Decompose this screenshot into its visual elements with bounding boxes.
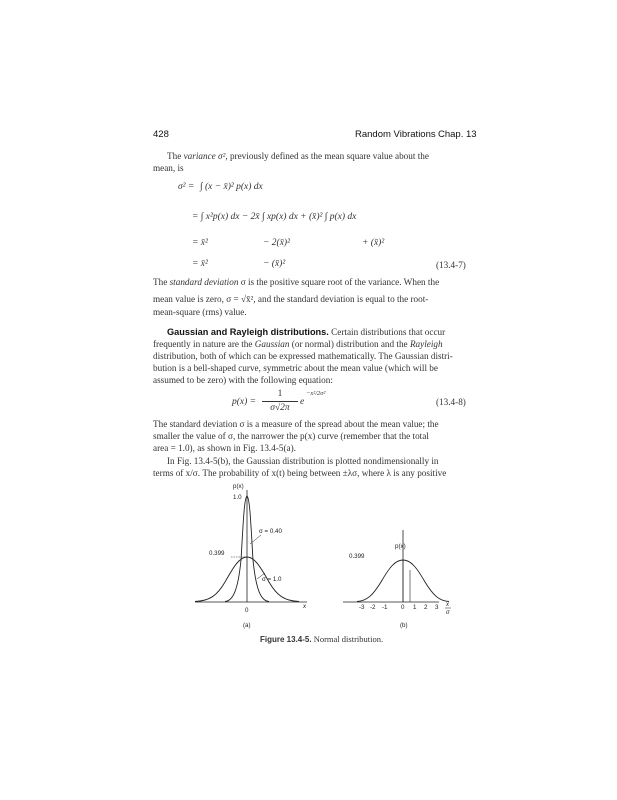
gaussian-term: Gaussian — [254, 339, 290, 349]
intro-text: The — [167, 151, 182, 161]
figure-a-y-label: p(x) — [233, 483, 244, 490]
figure-caption-label: Figure 13.4-5. — [260, 635, 312, 644]
std-dev-line3: mean-square (rms) value. — [153, 307, 247, 317]
std-dev-text-rest: σ is the positive square root of the variance. When the — [240, 277, 440, 287]
section-heading: Gaussian and Rayleigh distributions. — [167, 327, 329, 337]
variance-expansion-1: = ∫ x²p(x) dx − 2x̄ ∫ xp(x) dx + (x̄)² ∫ p(x) dx — [192, 212, 357, 222]
section-line2 — [153, 338, 483, 350]
figure-b-tick-0: 0 — [401, 604, 405, 611]
after-eq-line1: The standard deviation σ is a measure of the spread about the mean value; the — [153, 419, 439, 429]
intro-paragraph — [153, 150, 483, 162]
after-eq-line2: smaller the value of σ, the narrower the p(x) curve (remember that the total — [153, 431, 429, 441]
std-dev-text: The — [153, 277, 168, 287]
std-dev-term: standard deviation — [169, 277, 239, 287]
after-eq-line4: In Fig. 13.4-5(b), the Gaussian distribution is plotted nondimensionally in — [167, 456, 439, 466]
figure-b — [343, 478, 455, 630]
gaussian-exponent: −x²/2σ² — [306, 390, 326, 397]
figure-b-tick-m3: -3 — [359, 604, 365, 611]
figure-b-level-label: 0.399 — [349, 553, 365, 560]
variance-rhs: ∫ (x − x̄)² p(x) dx — [200, 182, 263, 192]
equation-number-13-4-7: (13.4-7) — [436, 260, 466, 270]
after-eq-line5: terms of x/σ. The probability of x(t) being between ±λσ, where λ is any positive — [153, 468, 447, 478]
figure-b-tick-1: 1 — [413, 604, 417, 611]
section-line3: distribution, both of which can be expressed mathematically. The Gaussian distri- — [153, 351, 453, 361]
std-dev-line1 — [153, 276, 483, 288]
section-line5: assumed to be zero) with the following equation: — [153, 375, 333, 385]
variance-expansion-2c: + (x̄)² — [362, 238, 385, 248]
figure-a-peak-label: 1.0 — [233, 494, 242, 501]
variance-term: variance — [183, 151, 216, 161]
gaussian-lhs: p(x) = — [232, 397, 257, 407]
figure-a — [195, 478, 325, 630]
gaussian-fraction-numerator: 1 — [277, 389, 283, 399]
figure-b-x-num: x — [446, 602, 449, 608]
figure-a-sigma-large: σ = 1.0 — [262, 576, 282, 583]
running-title: Random Vibrations — [355, 129, 436, 140]
section-line4: bution is a bell-shaped curve, symmetric about the mean value (which will be — [153, 363, 438, 373]
figure-b-tick-m1: -1 — [382, 604, 388, 611]
figure-b-tick-2: 2 — [424, 604, 428, 611]
figure-a-sigma-small: σ = 0.40 — [259, 528, 282, 535]
variance-expansion-2a: = x̄² — [192, 238, 208, 248]
rayleigh-term: Rayleigh — [409, 339, 443, 349]
chapter-label: Chap. 13 — [438, 129, 477, 140]
section-line1 — [153, 326, 493, 338]
figure-a-x-label: x — [303, 603, 307, 610]
intro-text-rest: previously defined as the mean square value about the — [229, 151, 429, 161]
variance-lhs: σ² = — [178, 182, 195, 192]
figure-b-panel-label: (b) — [400, 622, 408, 629]
std-dev-line2: mean value is zero, σ = √x̄², and the standard deviation is equal to the root- — [153, 294, 429, 304]
section-text: Certain distributions that occur — [331, 327, 446, 337]
figure-b-tick-m2: -2 — [370, 604, 376, 611]
intro-line2: mean, is — [153, 163, 184, 173]
figure-a-origin: 0 — [245, 607, 249, 614]
variance-expansion-3a: = x̄² — [192, 259, 208, 269]
after-eq-line3: area = 1.0), as shown in Fig. 13.4-5(a). — [153, 443, 296, 453]
gaussian-fraction-denominator: σ√2π — [270, 403, 290, 413]
figure-a-level-label: 0.399 — [209, 550, 225, 557]
figure-b-y-label: p(x) — [395, 543, 406, 550]
page-number: 428 — [153, 129, 169, 140]
figure-a-panel-label: (a) — [243, 622, 251, 629]
equation-number-13-4-8: (13.4-8) — [436, 397, 466, 407]
section-text-2b: (or normal) distribution and the — [291, 339, 408, 349]
figure-caption-text: Normal distribution. — [313, 634, 384, 644]
figure-caption — [260, 634, 383, 644]
section-text-2a: frequently in nature are the — [153, 339, 253, 349]
fraction-bar — [262, 401, 298, 402]
variance-expansion-3b: − (x̄)² — [263, 259, 286, 269]
gaussian-exp-base: e — [300, 397, 305, 407]
variance-symbol: σ², — [218, 151, 228, 161]
figure-b-tick-3: 3 — [435, 604, 439, 611]
figure-b-x-den: σ — [446, 610, 450, 616]
variance-expansion-2b: − 2(x̄)² — [263, 238, 290, 248]
